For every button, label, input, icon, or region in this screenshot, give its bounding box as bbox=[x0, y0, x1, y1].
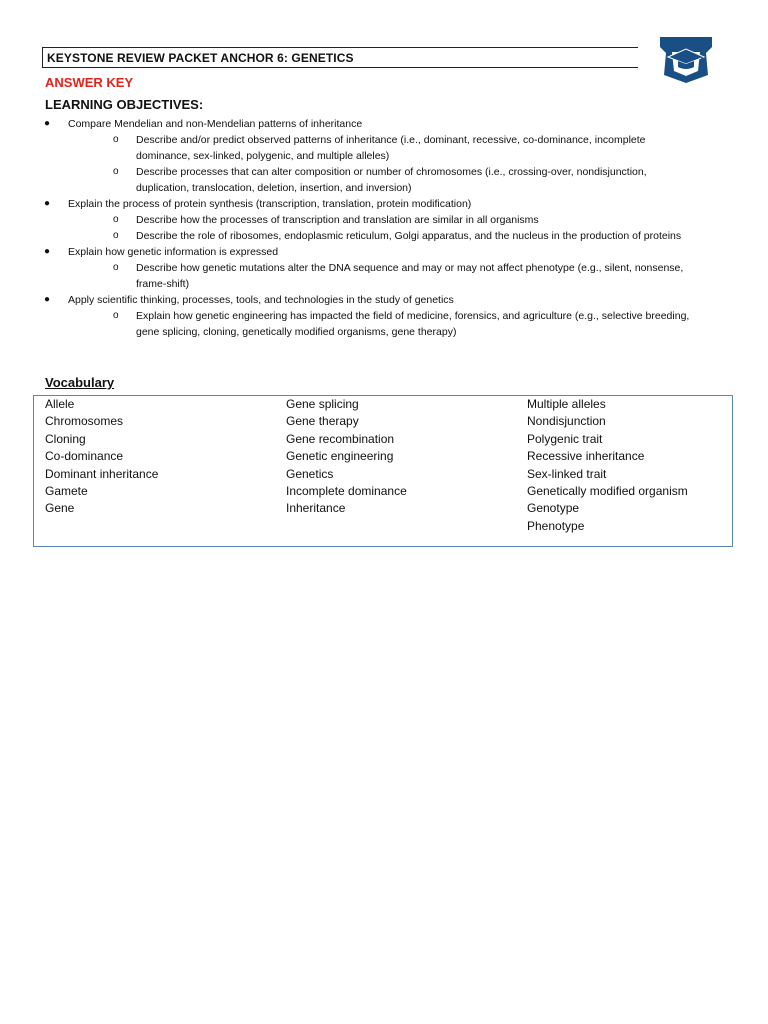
circle-bullet-icon: o bbox=[113, 310, 119, 321]
vocabulary-column-2 bbox=[286, 396, 407, 518]
vocab-term: Sex-linked trait bbox=[527, 466, 607, 481]
vocab-term: Inheritance bbox=[286, 501, 346, 516]
bullet-icon: ● bbox=[44, 246, 51, 257]
vocab-term: Genotype bbox=[527, 501, 580, 516]
vocab-term: Gene therapy bbox=[286, 414, 359, 429]
objective-item bbox=[0, 196, 708, 212]
vocab-term: Polygenic trait bbox=[527, 431, 603, 446]
packet-title: KEYSTONE REVIEW PACKET ANCHOR 6: GENETICS bbox=[47, 51, 354, 65]
vocabulary-column-1 bbox=[45, 396, 158, 518]
objective-text: Apply scientific thinking, processes, tools, and technologies in the study of genetics bbox=[68, 294, 454, 306]
objective-item bbox=[0, 244, 708, 260]
vocab-term: Co-dominance bbox=[45, 449, 124, 464]
vocabulary-box bbox=[33, 395, 733, 547]
vocabulary-column-3 bbox=[527, 396, 688, 535]
sub-objective-text: Describe the role of ribosomes, endoplasmic reticulum, Golgi apparatus, and the nucleus in the production of proteins bbox=[136, 230, 682, 242]
sub-objective-text: Explain how genetic engineering has impacted the field of medicine, forensics, and agriculture (e.g., selective breeding, gene splicing, cloning, genetically modified organisms, gene therapy) bbox=[136, 310, 690, 338]
vocab-term: Gamete bbox=[45, 484, 88, 499]
objective-item bbox=[0, 292, 708, 308]
circle-bullet-icon: o bbox=[113, 230, 119, 241]
vocab-term: Genetically modified organism bbox=[527, 484, 688, 499]
vocab-term: Genetic engineering bbox=[286, 449, 394, 464]
sub-objective-item bbox=[0, 212, 701, 228]
sub-objective-item bbox=[0, 260, 701, 292]
circle-bullet-icon: o bbox=[113, 214, 119, 225]
keystone-logo-icon bbox=[658, 35, 714, 85]
bullet-icon: ● bbox=[44, 294, 51, 305]
vocab-term: Phenotype bbox=[527, 518, 585, 533]
sub-objective-item bbox=[0, 164, 701, 196]
vocab-term: Gene bbox=[45, 501, 75, 516]
learning-objectives-list bbox=[0, 116, 768, 340]
objective-text: Explain how genetic information is expressed bbox=[68, 246, 279, 258]
vocab-term: Incomplete dominance bbox=[286, 484, 407, 499]
objective-item bbox=[0, 116, 708, 132]
bullet-icon: ● bbox=[44, 118, 51, 129]
objective-text: Compare Mendelian and non-Mendelian patterns of inheritance bbox=[68, 118, 363, 130]
vocabulary-heading: Vocabulary bbox=[45, 375, 115, 390]
sub-objective-item bbox=[0, 308, 701, 340]
header-box bbox=[42, 47, 638, 68]
answer-key-label: ANSWER KEY bbox=[45, 75, 134, 90]
learning-objectives-heading: LEARNING OBJECTIVES: bbox=[45, 97, 204, 112]
vocab-term: Nondisjunction bbox=[527, 414, 606, 429]
sub-objective-item bbox=[0, 228, 701, 244]
sub-objective-text: Describe how genetic mutations alter the DNA sequence and may or may not affect phenotype (e.g., silent, nonsense, frame-shift) bbox=[136, 262, 684, 290]
vocab-term: Gene splicing bbox=[286, 397, 359, 411]
vocab-term: Genetics bbox=[286, 466, 334, 481]
circle-bullet-icon: o bbox=[113, 134, 119, 145]
vocab-term: Allele bbox=[45, 397, 75, 411]
vocab-term: Chromosomes bbox=[45, 414, 124, 429]
sub-objective-item bbox=[0, 132, 701, 164]
vocab-term: Multiple alleles bbox=[527, 397, 606, 411]
circle-bullet-icon: o bbox=[113, 166, 119, 177]
sub-objective-text: Describe how the processes of transcription and translation are similar in all organisms bbox=[136, 214, 539, 226]
vocab-term: Dominant inheritance bbox=[45, 466, 159, 481]
vocab-term: Gene recombination bbox=[286, 431, 395, 446]
sub-objective-text: Describe and/or predict observed patterns of inheritance (i.e., dominant, recessive, co-dominance, incomplete dominance, sex-linked, polygenic, and multiple alleles) bbox=[136, 134, 646, 162]
bullet-icon: ● bbox=[44, 198, 51, 209]
objective-text: Explain the process of protein synthesis (transcription, translation, protein modification) bbox=[68, 198, 472, 210]
vocab-term: Cloning bbox=[45, 431, 86, 446]
sub-objective-text: Describe processes that can alter composition or number of chromosomes (i.e., crossing-over, nondisjunction, duplication, translocation, deletion, insertion, and inversion) bbox=[136, 166, 647, 194]
vocab-term: Recessive inheritance bbox=[527, 449, 645, 464]
circle-bullet-icon: o bbox=[113, 262, 119, 273]
